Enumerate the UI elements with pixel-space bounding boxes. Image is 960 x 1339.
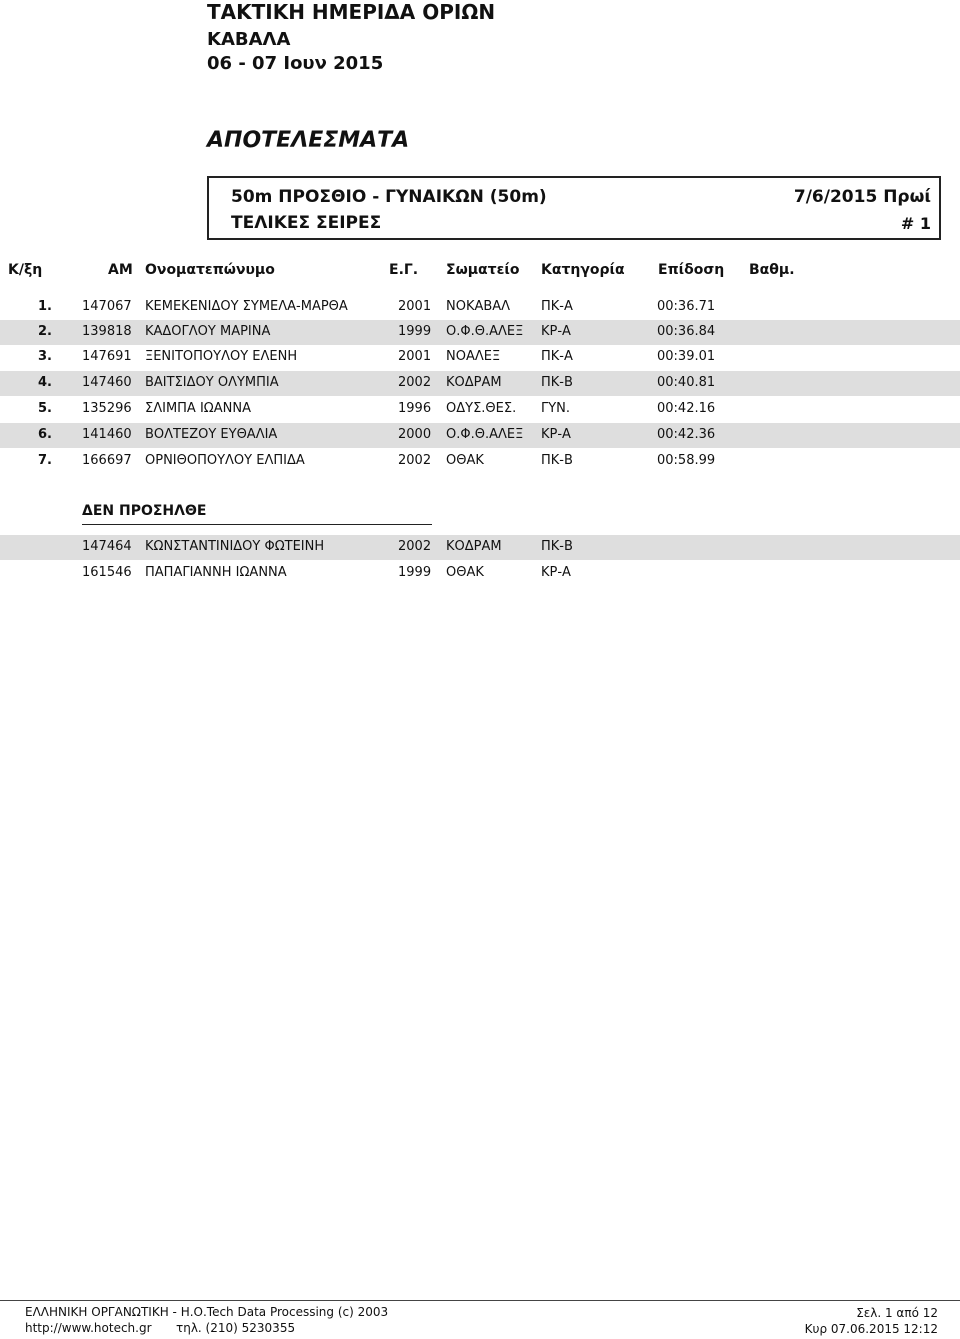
result-time: 00:36.84 xyxy=(657,324,716,339)
result-am: 139818 xyxy=(82,324,132,339)
result-club: ΚΟΔΡΑΜ xyxy=(446,375,502,390)
result-name: ΒΟΛΤΕΖΟΥ ΕΥΘΑΛΙΑ xyxy=(145,427,278,442)
result-am: 135296 xyxy=(82,401,132,416)
result-year: 2002 xyxy=(398,375,432,390)
table-row xyxy=(0,535,960,560)
dns-name: ΠΑΠΑΓΙΑΝΝΗ ΙΩΑΝΝΑ xyxy=(145,565,287,580)
result-year: 2000 xyxy=(398,427,432,442)
table-row xyxy=(0,345,960,370)
col-points: Βαθμ. xyxy=(749,262,795,278)
result-name: ΚΑΔΟΓΛΟΥ ΜΑΡΙΝΑ xyxy=(145,324,271,339)
table-row xyxy=(0,449,960,474)
result-club: ΝΟΚΑΒΑΛ xyxy=(446,299,511,314)
result-position: 2. xyxy=(38,324,52,339)
table-row xyxy=(0,295,960,320)
dns-year: 1999 xyxy=(398,565,432,580)
footer-page-number: Σελ. 1 από 12 xyxy=(856,1306,938,1320)
result-club: ΟΔΥΣ.ΘΕΣ. xyxy=(446,401,517,416)
result-name: ΣΛΙΜΠΑ ΙΩΑΝΝΑ xyxy=(145,401,251,416)
col-category: Κατηγορία xyxy=(541,262,625,278)
event-box xyxy=(207,176,941,240)
result-position: 1. xyxy=(38,299,52,314)
result-year: 1996 xyxy=(398,401,432,416)
meet-dates: 06 - 07 Ιουν 2015 xyxy=(207,53,384,74)
dns-am: 161546 xyxy=(82,565,132,580)
table-row xyxy=(0,423,960,448)
result-category: ΠΚ-Β xyxy=(541,375,573,390)
section-title: ΑΠΟΤΕΛΕΣΜΑΤΑ xyxy=(207,128,410,153)
result-time: 00:36.71 xyxy=(657,299,716,314)
table-row xyxy=(0,371,960,396)
result-club: Ο.Φ.Θ.ΑΛΕΞ xyxy=(446,427,524,442)
footer-company: ΕΛΛΗΝΙΚΗ ΟΡΓΑΝΩΤΙΚΗ - Η.Ο.Tech Data Processing (c) 2003 xyxy=(25,1305,389,1319)
event-name: 50m ΠΡΟΣΘΙΟ - ΓΥΝΑΙΚΩΝ (50m) xyxy=(231,187,547,207)
footer-website: http://www.hotech.gr xyxy=(25,1321,152,1335)
result-position: 6. xyxy=(38,427,52,442)
result-year: 2002 xyxy=(398,453,432,468)
result-time: 00:42.16 xyxy=(657,401,716,416)
result-time: 00:42.36 xyxy=(657,427,716,442)
result-category: ΠΚ-Β xyxy=(541,453,573,468)
meet-location: ΚΑΒΑΛΑ xyxy=(207,29,291,50)
result-year: 2001 xyxy=(398,349,432,364)
col-time: Επίδοση xyxy=(658,262,725,278)
result-position: 4. xyxy=(38,375,52,390)
table-row xyxy=(0,320,960,345)
result-position: 7. xyxy=(38,453,52,468)
result-year: 1999 xyxy=(398,324,432,339)
footer-printed-date: Κυρ 07.06.2015 12:12 xyxy=(804,1322,938,1336)
result-name: ΒΑΙΤΣΙΔΟΥ ΟΛΥΜΠΙΑ xyxy=(145,375,279,390)
dns-title: ΔΕΝ ΠΡΟΣΗΛΘΕ xyxy=(82,503,207,519)
dns-club: ΚΟΔΡΑΜ xyxy=(446,539,502,554)
result-category: ΚΡ-Α xyxy=(541,427,571,442)
dns-divider xyxy=(82,524,432,525)
result-category: ΠΚ-Α xyxy=(541,349,573,364)
dns-club: ΟΘΑΚ xyxy=(446,565,484,580)
heat-number: # 1 xyxy=(900,214,931,233)
event-round: ΤΕΛΙΚΕΣ ΣΕΙΡΕΣ xyxy=(231,213,382,233)
col-club: Σωματείο xyxy=(446,262,520,278)
result-club: Ο.Φ.Θ.ΑΛΕΞ xyxy=(446,324,524,339)
result-category: ΚΡ-Α xyxy=(541,324,571,339)
col-year: Ε.Γ. xyxy=(389,262,419,278)
table-row xyxy=(0,397,960,422)
footer-divider xyxy=(0,1300,960,1301)
dns-year: 2002 xyxy=(398,539,432,554)
result-club: ΟΘΑΚ xyxy=(446,453,484,468)
result-category: ΠΚ-Α xyxy=(541,299,573,314)
col-position: Κ/ξη xyxy=(8,262,43,278)
result-am: 147460 xyxy=(82,375,132,390)
result-am: 147067 xyxy=(82,299,132,314)
result-position: 5. xyxy=(38,401,52,416)
result-time: 00:39.01 xyxy=(657,349,716,364)
result-time: 00:58.99 xyxy=(657,453,716,468)
result-year: 2001 xyxy=(398,299,432,314)
result-name: ΞΕΝΙΤΟΠΟΥΛΟΥ ΕΛΕΝΗ xyxy=(145,349,298,364)
result-am: 141460 xyxy=(82,427,132,442)
result-time: 00:40.81 xyxy=(657,375,716,390)
dns-name: ΚΩΝΣΤΑΝΤΙΝΙΔΟΥ ΦΩΤΕΙΝΗ xyxy=(145,539,325,554)
result-name: ΟΡΝΙΘΟΠΟΥΛΟΥ ΕΛΠΙΔΑ xyxy=(145,453,305,468)
result-club: ΝΟΑΛΕΞ xyxy=(446,349,501,364)
result-am: 166697 xyxy=(82,453,132,468)
meet-title: ΤΑΚΤΙΚΗ ΗΜΕΡΙΔΑ ΟΡΙΩΝ xyxy=(207,0,496,24)
col-name: Ονοματεπώνυμο xyxy=(145,262,275,278)
result-name: ΚΕΜΕΚΕΝΙΔΟΥ ΣΥΜΕΛΑ-ΜΑΡΘΑ xyxy=(145,299,348,314)
col-am: ΑΜ xyxy=(108,262,133,278)
dns-category: ΚΡ-Α xyxy=(541,565,571,580)
footer-phone: τηλ. (210) 5230355 xyxy=(176,1321,296,1335)
dns-category: ΠΚ-Β xyxy=(541,539,573,554)
result-position: 3. xyxy=(38,349,52,364)
result-category: ΓΥΝ. xyxy=(541,401,571,416)
table-row xyxy=(0,561,960,586)
event-datetime: 7/6/2015 Πρωί xyxy=(793,187,931,207)
dns-am: 147464 xyxy=(82,539,132,554)
result-am: 147691 xyxy=(82,349,132,364)
